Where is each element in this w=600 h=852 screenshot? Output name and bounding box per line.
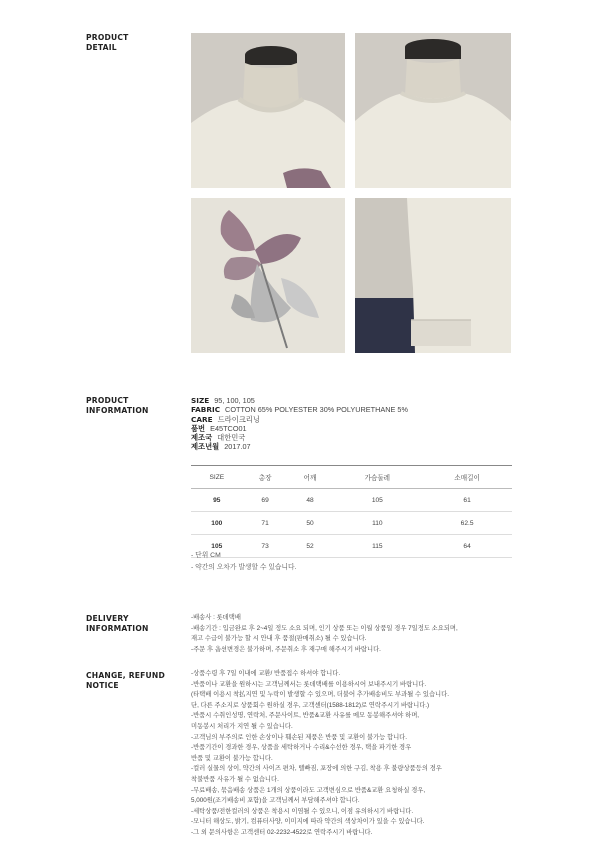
flower-print-photo bbox=[191, 198, 345, 353]
flower-print-icon bbox=[191, 198, 345, 353]
length-header: 총장 bbox=[243, 466, 288, 489]
list-item: -세탁상품/전한컬러의 상품은 착용시 이염될 수 있으니, 이점 유의하시기 바랍니다. bbox=[191, 807, 414, 815]
size-table bbox=[191, 465, 512, 558]
delivery-text bbox=[191, 613, 458, 655]
list-item: 단, 다른 주소지로 상품회수 원하실 경우, 고객센터(1588-1812)로 연락주시기 바랍니다.) bbox=[191, 701, 430, 709]
list-item: -반품시 수취인성명, 연락처, 주문사이트, 반품&교환 사유를 메모 동봉해주셔야 하며, bbox=[191, 712, 420, 720]
shoulder-header: 어깨 bbox=[288, 466, 333, 489]
info-row-country: 제조국 대한민국 bbox=[191, 433, 246, 443]
size-notes bbox=[191, 550, 297, 573]
table-row: 95 69 48 105 61 bbox=[191, 489, 512, 512]
change-refund-label: CHANGE, REFUND NOTICE bbox=[86, 671, 165, 690]
list-item: -상품수령 후 7일 이내에 교환/ 반품접수 하셔야 합니다. bbox=[191, 670, 341, 677]
product-information-label: PRODUCT INFORMATION bbox=[86, 396, 149, 415]
info-row-date: 제조년월 2017.07 bbox=[191, 442, 251, 452]
list-item: 5,000원(조기배송비 포함)을 고객님께서 부담해주셔야 합니다. bbox=[191, 797, 360, 805]
unit-note: - 단위 CM bbox=[191, 552, 221, 559]
list-item: -그 외 문의사항은 고객센터 02-2232-4522로 연락주시기 바랍니다. bbox=[191, 828, 373, 836]
change-refund-text bbox=[191, 669, 449, 839]
collar-front-photo bbox=[191, 33, 345, 188]
chest-header: 가슴둘레 bbox=[332, 466, 422, 489]
list-item: -반품이나 교환을 원하시는 고객님께서는 롯데택배를 이용하시어 보내주시기 바랍니다. bbox=[191, 680, 427, 688]
list-item: -반품기간이 경과한 경우, 상품을 세탁하거나 수리&수선한 경우, 택을 파기한 경우 bbox=[191, 744, 412, 752]
info-row-fabric: FABRIC COTTON 65% POLYESTER 30% POLYURETHANE 5% bbox=[191, 405, 408, 415]
list-item: -고객님의 부주의로 인한 손상이나 훼손된 제품은 반품 및 교환이 불가능 합니다. bbox=[191, 733, 407, 741]
info-row-care: CARE 드라이크리닝 bbox=[191, 414, 260, 424]
size-table-header bbox=[191, 466, 512, 489]
table-row: 105 73 52 115 64 bbox=[191, 535, 512, 558]
list-item: 반품 및 교환이 불가능 합니다. bbox=[191, 754, 273, 762]
mannequin-back-icon bbox=[355, 33, 511, 188]
list-item: -무료배송, 묶음배송 상품은 1개의 상품이라도 고객변심으로 반품&교환 요청하실 경우, bbox=[191, 786, 426, 794]
list-item: (타택배 이용시 착払지연 및 누락이 발생할 수 있으며, 더불어 추가배송비도 부과될 수 있습니다. bbox=[191, 691, 449, 699]
product-detail-label: PRODUCT DETAIL bbox=[86, 33, 129, 52]
list-item: 착불반품 사유가 될 수 없습니다. bbox=[191, 775, 279, 783]
list-item: 재고 수급이 불가능 할 시 안내 후 품절(판매취소) 될 수 있습니다. bbox=[191, 635, 367, 643]
info-row-product-code: 품번 E45TCO01 bbox=[191, 423, 247, 433]
delivery-information-label: DELIVERY INFORMATION bbox=[86, 614, 149, 633]
list-item: 미동봉시 처리가 지연 될 수 있습니다. bbox=[191, 722, 293, 730]
list-item: -주문 후 옵션변경은 불가하며, 주문취소 후 재구매 해주시기 바랍니다. bbox=[191, 645, 381, 653]
product-info-list bbox=[191, 396, 408, 452]
list-item: -배송기간 : 입금완료 후 2~4일 정도 소요 되며, 인기 상품 또는 이월 상품일 경우 7일정도 소요되며, bbox=[191, 624, 458, 632]
sleeve-cuff-icon bbox=[355, 198, 511, 353]
size-header: SIZE bbox=[191, 466, 243, 489]
tolerance-note: - 약간의 오차가 발생할 수 있습니다. bbox=[191, 563, 297, 571]
info-row-size: SIZE 95, 100, 105 bbox=[191, 396, 255, 405]
list-item: -모니터 해상도, 밝기, 컴퓨터사양, 이미지에 따라 약간의 색상차이가 있을 수 있습니다. bbox=[191, 818, 425, 826]
table-row: 100 71 50 110 62.5 bbox=[191, 512, 512, 535]
mannequin-collar-icon bbox=[191, 33, 345, 188]
list-item: -컬러 실물의 상이, 약간의 사이즈 편차, 텔빠짐, 포장에 의한 구김, 착용 후 불량상품등의 경우 bbox=[191, 765, 442, 773]
collar-back-photo bbox=[355, 33, 511, 188]
sleeve-header: 소매길이 bbox=[422, 466, 512, 489]
list-item: -배송사 : 롯데택배 bbox=[191, 614, 241, 621]
sleeve-cuff-photo bbox=[355, 198, 511, 353]
